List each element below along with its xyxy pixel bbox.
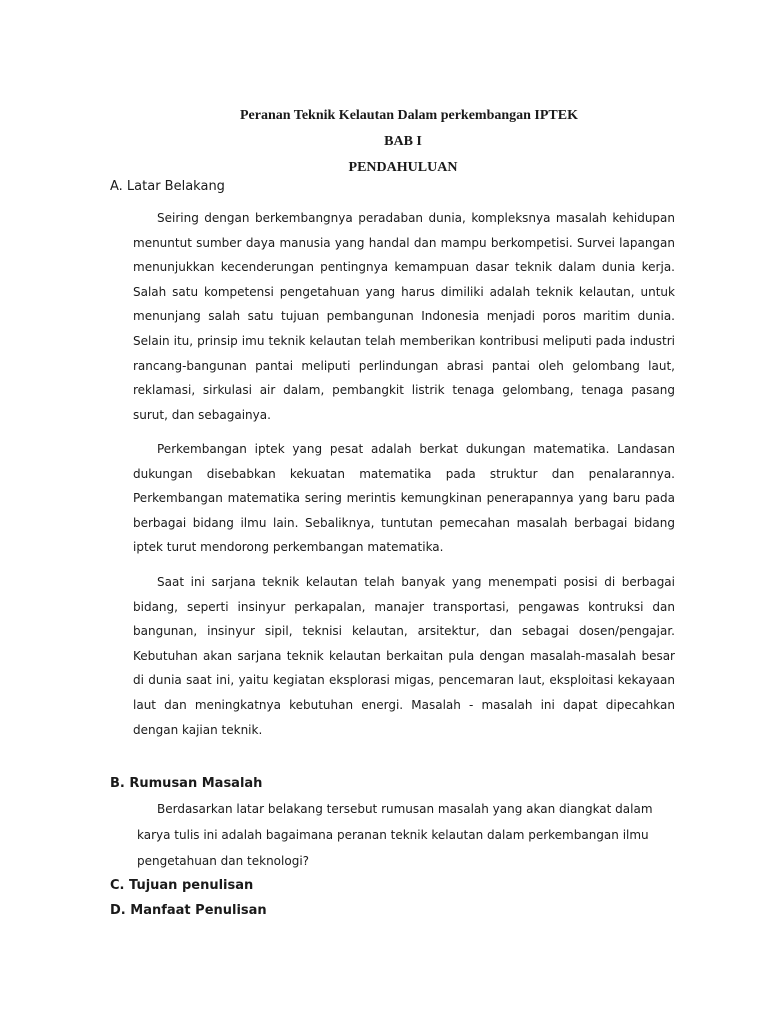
document-title: Peranan Teknik Kelautan Dalam perkembangan IPTEK	[239, 108, 578, 123]
section-b-heading: B. Rumusan Masalah	[110, 776, 263, 791]
section-b-paragraph: Berdasarkan latar belakang tersebut rumusan masalah yang akan diangkat dalam karya tulis ini adalah bagaimana peranan teknik kelautan dalam perkembangan ilmu pengetahuan dan teknologi?	[137, 802, 653, 868]
section-a-paragraph-2: Perkembangan iptek yang pesat adalah berkat dukungan matematika. Landasan dukungan disebabkan kekuatan matematika pada struktur dan penalarannya. Perkembangan matematika sering merintis kemungkinan penerapannya yang baru pada berbagai bidang ilmu lain. Sebaliknya, tuntutan pemecahan masalah berbagai bidang iptek turut mendorong perkembangan matematika.	[133, 442, 675, 555]
section-a-paragraph-3: Saat ini sarjana teknik kelautan telah banyak yang menempati posisi di berbagai bidang, seperti insinyur perkapalan, manajer transportasi, pengawas kontruksi dan bangunan, insinyur sipil, teknisi kelautan, arsitektur, dan sebagai dosen/pengajar. Kebutuhan akan sarjana teknik kelautan berkaitan pula dengan masalah-masalah besar di dunia saat ini, yaitu kegiatan eksplorasi migas, pencemaran laut, eksploitasi kekayaan laut dan meningkatnya kebutuhan energi. Masalah - masalah ini dapat dipecahkan dengan kajian teknik.	[133, 575, 675, 737]
section-d-heading: D. Manfaat Penulisan	[110, 903, 267, 918]
chapter-label: BAB I	[384, 134, 422, 149]
chapter-title: PENDAHULUAN	[348, 160, 458, 175]
section-a-heading: A. Latar Belakang	[110, 179, 225, 194]
title-block	[0, 103, 768, 181]
section-a-paragraph-1: Seiring dengan berkembangnya peradaban dunia, kompleksnya masalah kehidupan menuntut sumber daya manusia yang handal dan mampu berkompetisi. Survei lapangan menunjukkan kecenderungan pentingnya kemampuan dasar teknik dalam dunia kerja. Salah satu kompetensi pengetahuan yang harus dimiliki adalah teknik kelautan, untuk menunjang salah satu tujuan pembangunan Indonesia menjadi poros maritim dunia. Selain itu, prinsip imu teknik kelautan telah memberikan kontribusi meliputi pada industri rancang-bangunan pantai meliputi perlindungan abrasi pantai oleh gelombang laut, reklamasi, sirkulasi air dalam, pembangkit listrik tenaga gelombang, tenaga pasang surut, dan sebagainya.	[133, 211, 675, 422]
section-c-heading: C. Tujuan penulisan	[110, 878, 254, 893]
